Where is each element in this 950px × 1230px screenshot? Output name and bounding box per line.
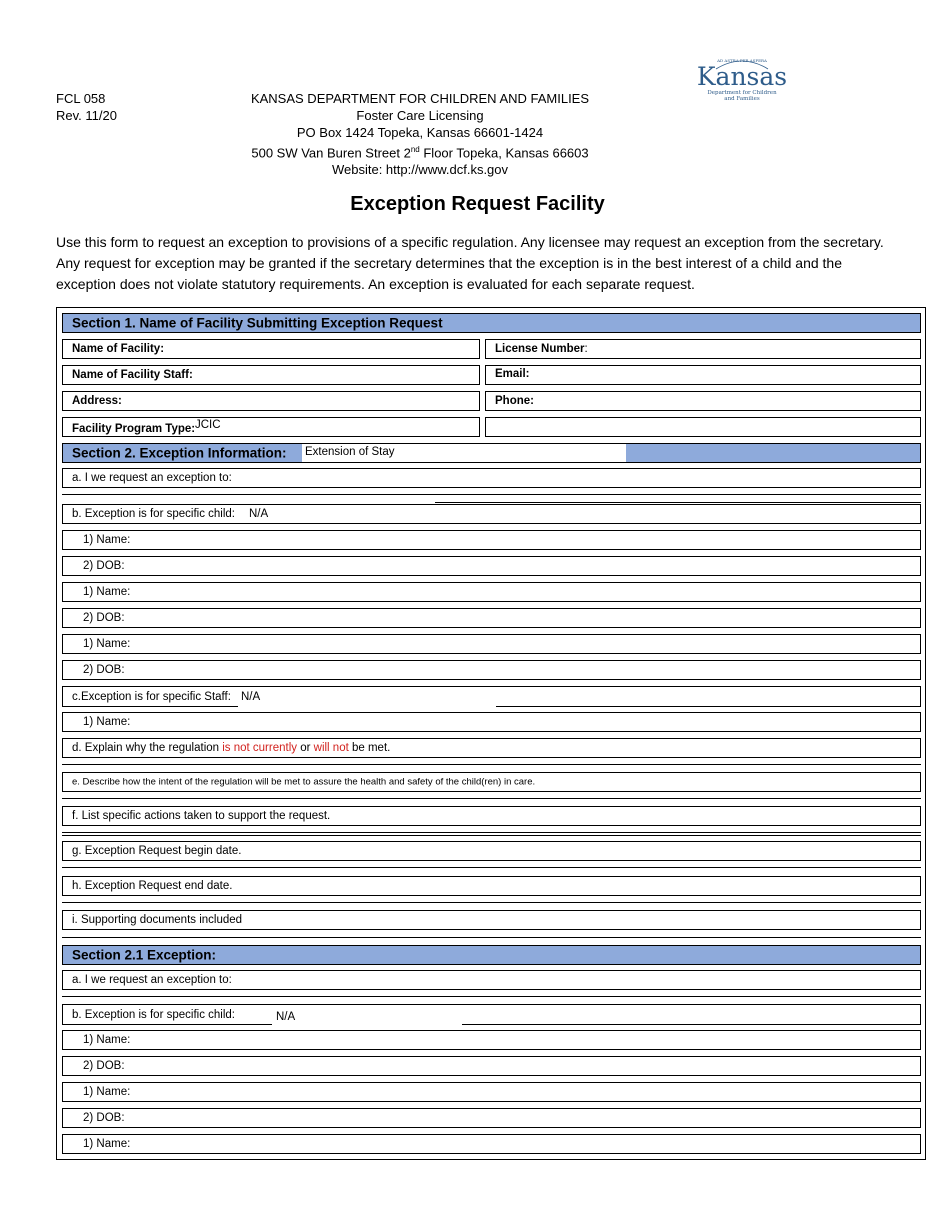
s2-child2-name[interactable]	[62, 582, 921, 602]
child-dob-label: 2) DOB:	[83, 664, 125, 676]
agency-website: Website: http://www.dcf.ks.gov	[331, 162, 509, 178]
s2-child3-name[interactable]	[62, 634, 921, 654]
street-ordinal: nd	[410, 145, 420, 154]
email-field[interactable]	[485, 365, 921, 385]
program-type-label: Facility Program Type:	[72, 423, 196, 435]
s2-b-label: b. Exception is for specific child:	[72, 508, 235, 520]
agency-address-block	[220, 90, 620, 178]
underline	[496, 706, 921, 707]
facility-staff-label: Name of Facility Staff:	[72, 369, 193, 381]
form-id: FCL 058	[56, 91, 106, 106]
underline	[62, 1024, 272, 1025]
s21-a-label: a. I we request an exception to:	[72, 974, 232, 986]
section2-value: Extension of Stay	[305, 446, 395, 458]
child-dob-label: 2) DOB:	[83, 612, 125, 624]
logo-sub1: Department for Children	[707, 90, 777, 96]
logo-motto: AD ASTRA PER ASPERA	[717, 58, 767, 63]
program-type-value: JCIC	[195, 419, 221, 431]
form-id-block	[56, 90, 117, 124]
child-name-label: 1) Name:	[83, 534, 131, 546]
child-dob-label: 2) DOB:	[83, 1060, 125, 1072]
address-field[interactable]	[62, 391, 480, 411]
s21-a-field[interactable]	[62, 970, 921, 990]
logo-sub2: and Families	[724, 96, 760, 102]
agency-street	[220, 141, 620, 161]
section2-title: Section 2. Exception Information:	[72, 445, 287, 461]
section1-header	[62, 313, 921, 333]
s2-f-label: f. List specific actions taken to support the request.	[72, 810, 331, 822]
agency-po-box: PO Box 1424 Topeka, Kansas 66601-1424	[296, 125, 544, 140]
child-name-label: 1) Name:	[83, 586, 131, 598]
facility-staff-field[interactable]	[62, 365, 480, 385]
section2-value-box[interactable]	[302, 444, 626, 462]
kansas-dcf-logo	[698, 55, 786, 105]
s2-a-field[interactable]	[62, 468, 921, 488]
agency-division: Foster Care Licensing	[356, 108, 484, 123]
d-emphasis-2: will not	[313, 742, 349, 754]
s2-staff-name[interactable]	[62, 712, 921, 732]
separator	[62, 764, 921, 765]
phone-label: Phone:	[495, 395, 534, 407]
s21-child1-dob[interactable]	[62, 1056, 921, 1076]
license-number-field[interactable]	[485, 339, 921, 359]
section21-title: Section 2.1 Exception:	[72, 947, 217, 963]
d-text-mid: or	[297, 742, 314, 754]
child-dob-label: 2) DOB:	[83, 1112, 125, 1124]
child-name-label: 1) Name:	[83, 1086, 131, 1098]
s21-b-value: N/A	[276, 1011, 296, 1023]
license-number-colon: :	[584, 343, 588, 355]
logo-wordmark: Kansas	[698, 62, 786, 91]
s2-child3-dob[interactable]	[62, 660, 921, 680]
s2-c-value: N/A	[241, 691, 261, 703]
s2-a-label: a. I we request an exception to:	[72, 472, 232, 484]
s2-e-field[interactable]	[62, 772, 921, 792]
child-name-label: 1) Name:	[83, 1034, 131, 1046]
separator	[62, 937, 921, 938]
form-revision: Rev. 11/20	[56, 108, 117, 123]
s2-h-field[interactable]	[62, 876, 921, 896]
underline	[62, 706, 238, 707]
s21-child2-name[interactable]	[62, 1082, 921, 1102]
section1-title: Section 1. Name of Facility Submitting Exception Request	[72, 315, 443, 331]
license-number-text: License Number	[495, 343, 585, 355]
s2-i-field[interactable]	[62, 910, 921, 930]
intro-paragraph: Use this form to request an exception to provisions of a specific regulation. Any licensee may request an exception from the secretary. Any request for exception may be granted if the secretary determines that the exception is in the best interest of a child and the exception does not violate statutory requirements. An exception is evaluated for each separate request.	[56, 234, 884, 292]
s2-g-field[interactable]	[62, 841, 921, 861]
phone-field[interactable]	[485, 391, 921, 411]
blank-field[interactable]	[485, 417, 921, 437]
child-name-label: 1) Name:	[83, 1138, 131, 1150]
underline	[435, 502, 921, 503]
page-title: Exception Request Facility	[350, 193, 605, 215]
program-type-field[interactable]	[62, 417, 480, 437]
staff-name-label: 1) Name:	[83, 716, 131, 728]
section21-header	[62, 945, 921, 965]
s2-f-field[interactable]	[62, 806, 921, 826]
s2-e-label: e. Describe how the intent of the regulation will be met to assure the health and safety of the child(ren) in care.	[72, 776, 536, 788]
s2-child2-dob[interactable]	[62, 608, 921, 628]
s2-d-label	[72, 742, 390, 754]
s2-child1-name[interactable]	[62, 530, 921, 550]
separator	[62, 798, 921, 799]
separator	[62, 902, 921, 903]
separator	[62, 835, 921, 836]
s2-i-label: i. Supporting documents included	[72, 914, 243, 926]
separator	[62, 832, 921, 833]
address-label: Address:	[72, 395, 122, 407]
s2-child1-dob[interactable]	[62, 556, 921, 576]
d-text-end: be met.	[348, 742, 391, 754]
s2-g-label: g. Exception Request begin date.	[72, 845, 242, 857]
s21-child1-name[interactable]	[62, 1030, 921, 1050]
s21-b-field[interactable]	[62, 1004, 921, 1024]
underline	[462, 1024, 921, 1025]
separator	[62, 494, 921, 495]
email-label: Email:	[495, 368, 530, 380]
d-text: d. Explain why the regulation	[72, 742, 223, 754]
s2-h-label: h. Exception Request end date.	[72, 880, 233, 892]
child-name-label: 1) Name:	[83, 638, 131, 650]
street-text-rest: Floor Topeka, Kansas 66603	[419, 145, 589, 161]
s2-b-field[interactable]	[62, 504, 921, 524]
s21-b-label: b. Exception is for specific child:	[72, 1008, 235, 1021]
s2-d-field[interactable]	[62, 738, 921, 758]
agency-name: KANSAS DEPARTMENT FOR CHILDREN AND FAMILIES	[250, 91, 590, 106]
s2-c-label: c.Exception is for specific Staff:	[72, 690, 231, 703]
s21-child3-name[interactable]	[62, 1134, 921, 1154]
street-text: 500 SW Van Buren Street 2	[251, 145, 411, 161]
s2-c-field[interactable]	[62, 686, 921, 706]
license-number-label	[495, 343, 588, 355]
s21-child2-dob[interactable]	[62, 1108, 921, 1128]
d-emphasis-1: is not currently	[222, 742, 298, 754]
separator	[62, 867, 921, 868]
separator	[62, 996, 921, 997]
facility-name-label: Name of Facility:	[72, 343, 165, 355]
s2-b-value: N/A	[249, 508, 269, 520]
child-dob-label: 2) DOB:	[83, 560, 125, 572]
facility-name-field[interactable]	[62, 339, 480, 359]
